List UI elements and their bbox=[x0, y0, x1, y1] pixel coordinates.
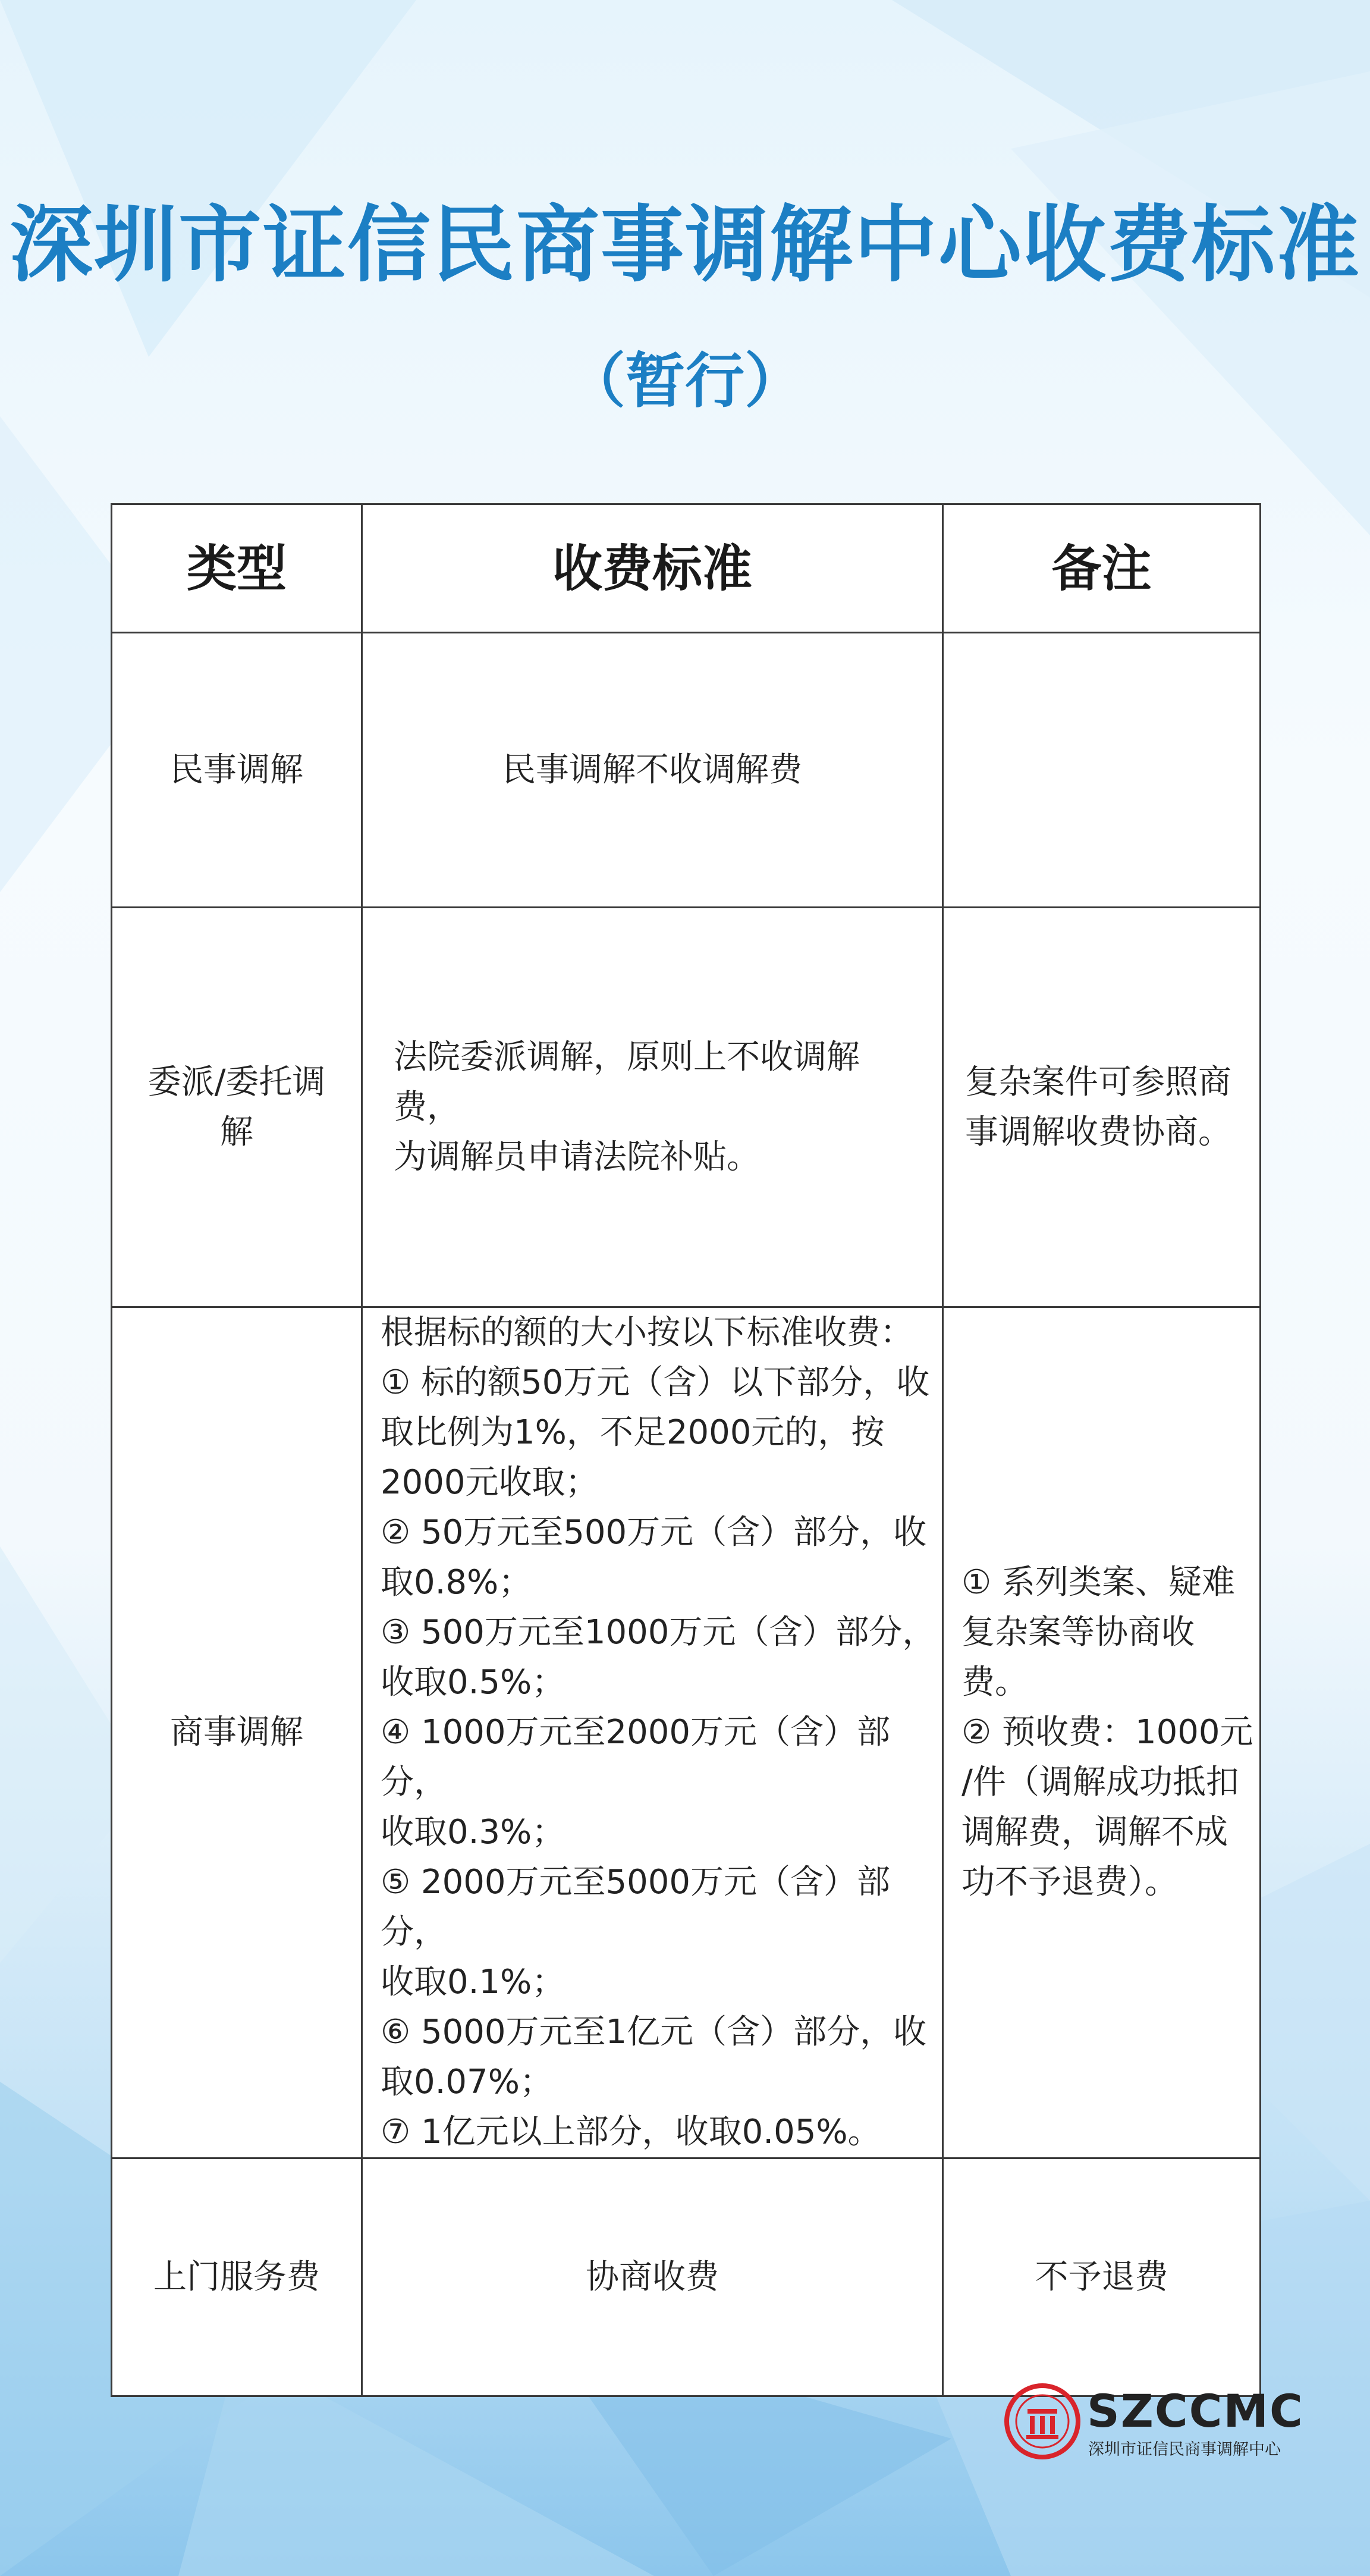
header-standard: 收费标准 bbox=[362, 504, 943, 633]
text-line: ⑦ 1亿元以上部分，收取0.05%。 bbox=[381, 2113, 881, 2151]
table-row bbox=[112, 633, 1261, 908]
text-line: /件（调解成功抵扣 bbox=[961, 1763, 1239, 1802]
row-type: 上门服务费 bbox=[112, 2158, 362, 2396]
row-type: 民事调解 bbox=[112, 633, 362, 908]
header-note: 备注 bbox=[943, 504, 1261, 633]
text-line: 不予退费 bbox=[1035, 2257, 1168, 2296]
fee-table bbox=[111, 503, 1261, 2397]
text-line: ② 50万元至500万元（含）部分，收 bbox=[381, 1513, 927, 1552]
text-line: 协商收费 bbox=[586, 2257, 719, 2296]
row-type: 商事调解 bbox=[112, 1307, 362, 2158]
text-line: 收取0.3%； bbox=[381, 1813, 565, 1852]
header-type: 类型 bbox=[112, 504, 362, 633]
text-line: ① 标的额50万元（含）以下部分，收 bbox=[381, 1363, 930, 1402]
text-line: ⑥ 5000万元至1亿元（含）部分，收 bbox=[381, 2013, 927, 2051]
text-line: 民事调解不收调解费 bbox=[502, 750, 802, 789]
text-line: ② 预收费：1000元 bbox=[961, 1713, 1253, 1752]
row-note bbox=[943, 1307, 1261, 2158]
row-standard bbox=[362, 633, 943, 908]
text-line: 事调解收费协商。 bbox=[965, 1112, 1231, 1151]
row-standard bbox=[362, 908, 943, 1307]
seal-icon bbox=[1004, 2383, 1081, 2460]
text-line: 法院委派调解，原则上不收调解费， bbox=[394, 1037, 860, 1127]
text-line: 收取0.5%； bbox=[381, 1663, 565, 1702]
text-line: ⑤ 2000万元至5000万元（含）部分， bbox=[381, 1863, 891, 1951]
text-line: 取0.07%； bbox=[381, 2063, 553, 2101]
text-line: 取比例为1%，不足2000元的，按 bbox=[381, 1413, 885, 1452]
table-row bbox=[112, 2158, 1261, 2396]
text-line: 收取0.1%； bbox=[381, 1963, 565, 2001]
row-note bbox=[943, 633, 1261, 908]
row-type: 委派/委托调解 bbox=[112, 908, 362, 1307]
table-header-row bbox=[112, 504, 1261, 633]
table-row bbox=[112, 908, 1261, 1307]
logo bbox=[1004, 2379, 1304, 2474]
row-standard bbox=[362, 2158, 943, 2396]
text-line: ③ 500万元至1000万元（含）部分， bbox=[381, 1613, 936, 1652]
row-standard bbox=[362, 1307, 943, 2158]
text-line: 调解费，调解不成 bbox=[961, 1813, 1228, 1852]
text-line: 根据标的额的大小按以下标准收费： bbox=[381, 1313, 913, 1352]
text-line: 复杂案等协商收费。 bbox=[961, 1613, 1195, 1702]
text-line: 为调解员申请法院补贴。 bbox=[394, 1137, 760, 1176]
text-line: 功不予退费）。 bbox=[961, 1863, 1178, 1902]
page-subtitle: （暂行） bbox=[566, 346, 804, 416]
text-line: ④ 1000万元至2000万元（含）部分， bbox=[381, 1713, 891, 1802]
logo-subtitle: 深圳市证信民商事调解中心 bbox=[1088, 2440, 1281, 2459]
text-line: 复杂案件可参照商 bbox=[965, 1062, 1231, 1102]
row-note bbox=[943, 2158, 1261, 2396]
text-line: 取0.8%； bbox=[381, 1563, 532, 1602]
page-title: 深圳市证信民商事调解中心收费标准 bbox=[9, 197, 1360, 294]
text-line: 2000元收取； bbox=[381, 1463, 599, 1502]
table-row bbox=[112, 1307, 1261, 2158]
logo-name: SZCCMC bbox=[1087, 2384, 1304, 2437]
text-line: ① 系列类案、疑难 bbox=[961, 1563, 1236, 1602]
row-note bbox=[943, 908, 1261, 1307]
